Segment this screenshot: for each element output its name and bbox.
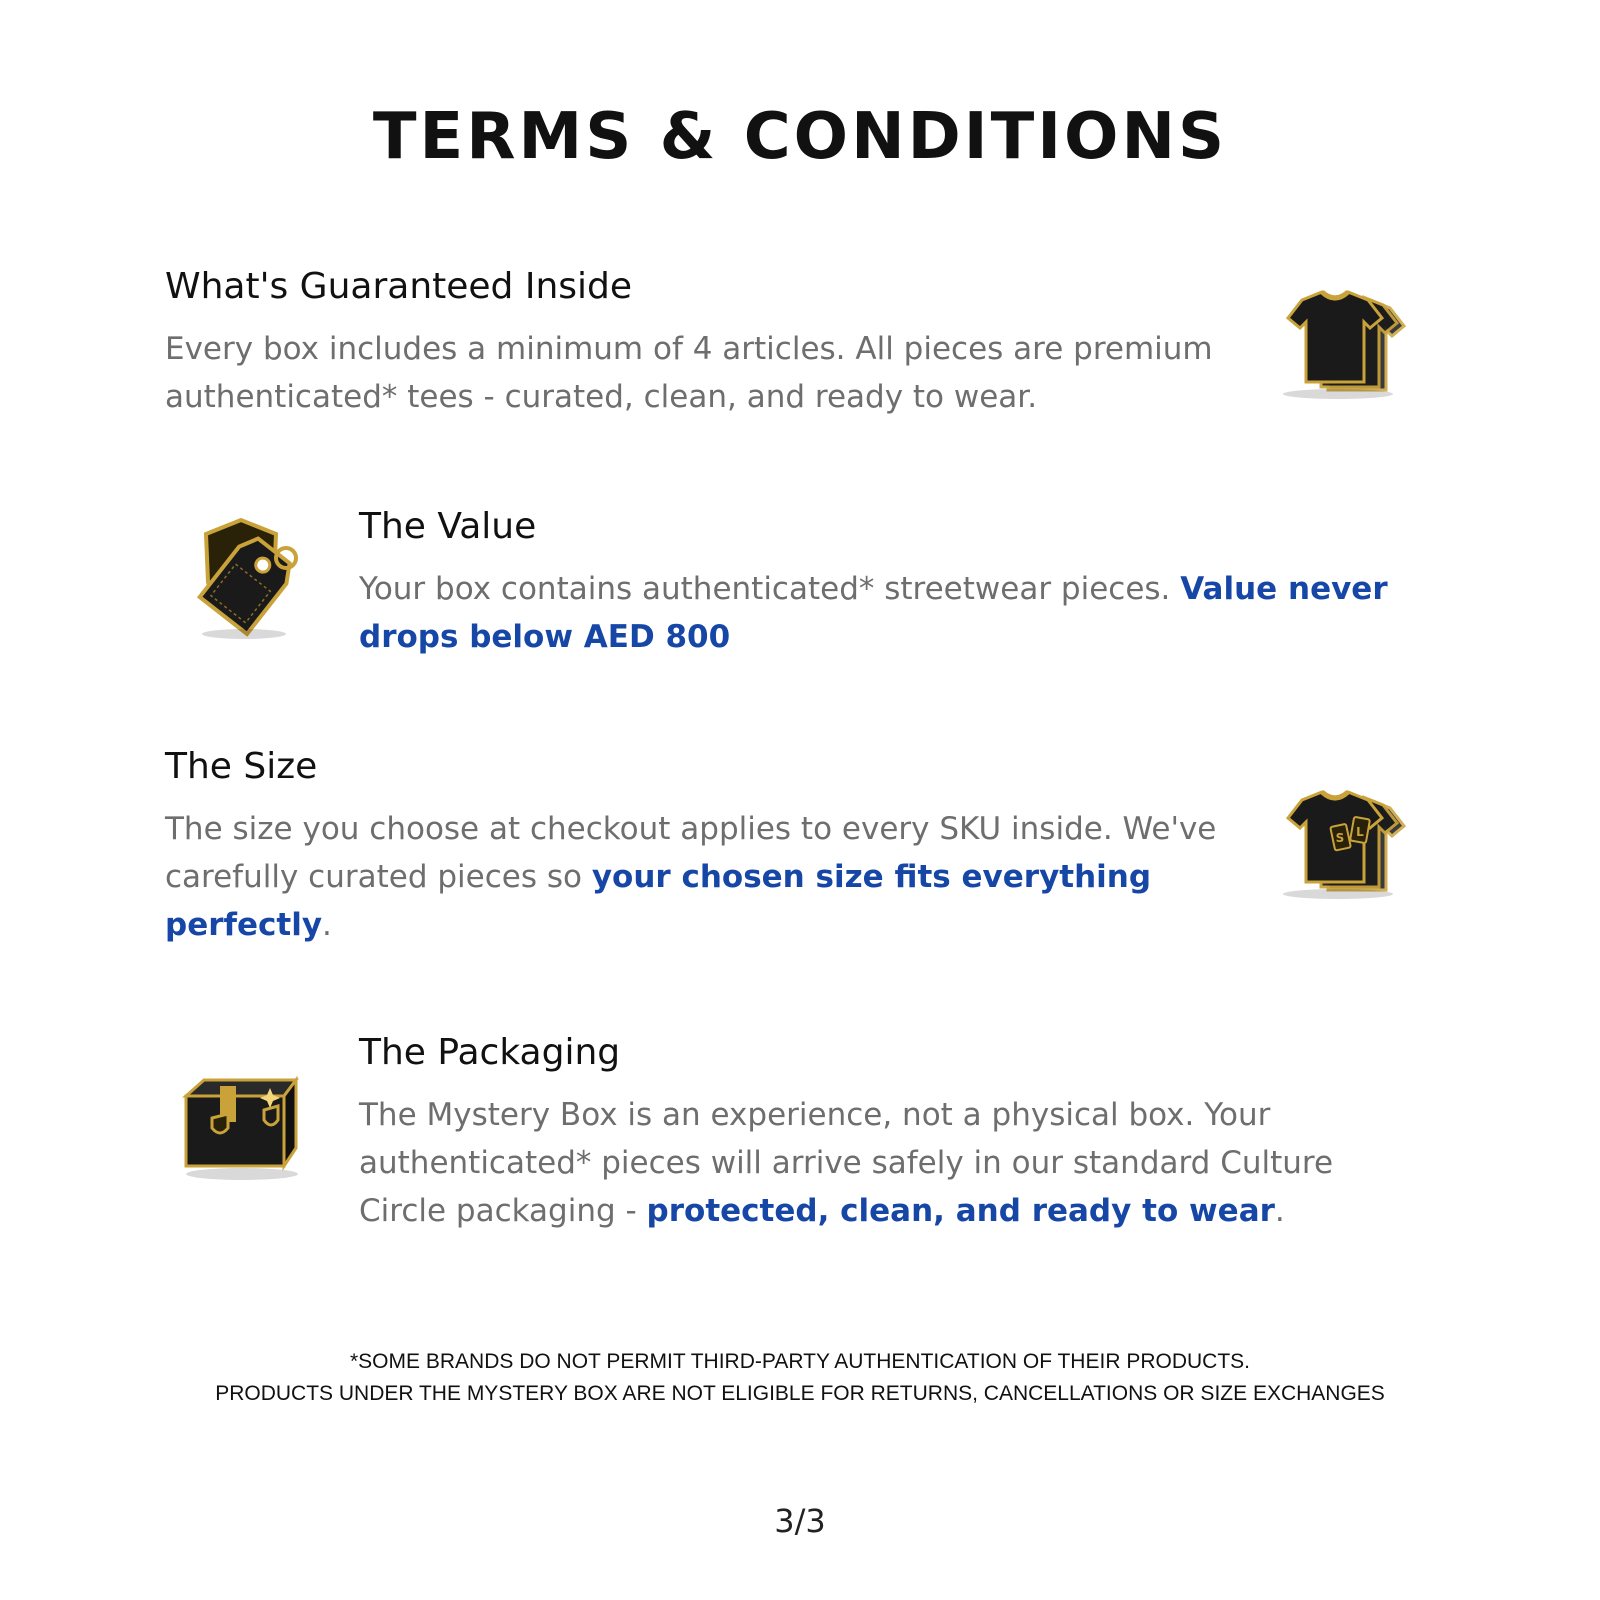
section-heading: The Packaging (359, 1032, 621, 1073)
section-heading: What's Guaranteed Inside (165, 266, 633, 307)
size-tag-l: L (1356, 825, 1364, 839)
highlight-text: Value never drops below AED 800 (359, 571, 1388, 655)
section-heading: The Value (359, 506, 537, 547)
section-size (165, 746, 1225, 949)
size-tag-s: S (1335, 831, 1345, 845)
section-body: Your box contains authenticated* streetwear pieces. Value never drops below AED 800 (359, 571, 1388, 655)
stacked-tshirts-icon (1258, 272, 1408, 422)
section-body: The size you choose at checkout applies to every SKU inside. We've carefully curated pieces so your chosen size fits everything perfectly. (165, 811, 1217, 943)
section-packaging (359, 1032, 1359, 1235)
mystery-box-icon (166, 1048, 316, 1198)
highlight-text: your chosen size fits everything perfectly (165, 859, 1152, 943)
page-number: 3/3 (774, 1502, 826, 1540)
section-body: Every box includes a minimum of 4 articles. All pieces are premium authenticated* tees - curated, clean, and ready to wear. (165, 331, 1213, 415)
disclaimer-line-2: PRODUCTS UNDER THE MYSTERY BOX ARE NOT ELIGIBLE FOR RETURNS, CANCELLATIONS OR SIZE EXCHANGES (215, 1382, 1385, 1405)
page-title: TERMS & CONDITIONS (372, 100, 1228, 174)
section-value (359, 506, 1399, 661)
disclaimer-line-1: *SOME BRANDS DO NOT PERMIT THIRD-PARTY AUTHENTICATION OF THEIR PRODUCTS. (350, 1350, 1250, 1373)
section-heading: The Size (165, 746, 318, 787)
section-body: The Mystery Box is an experience, not a physical box. Your authenticated* pieces will arrive safely in our standard Culture Circle packaging - protected, clean, and ready to wear. (359, 1097, 1334, 1229)
highlight-text: protected, clean, and ready to wear (646, 1193, 1275, 1229)
price-tag-shield-icon (166, 502, 316, 652)
sized-tshirts-icon (1258, 772, 1408, 922)
section-guaranteed-inside (165, 266, 1225, 421)
disclaimer (0, 1346, 1600, 1410)
